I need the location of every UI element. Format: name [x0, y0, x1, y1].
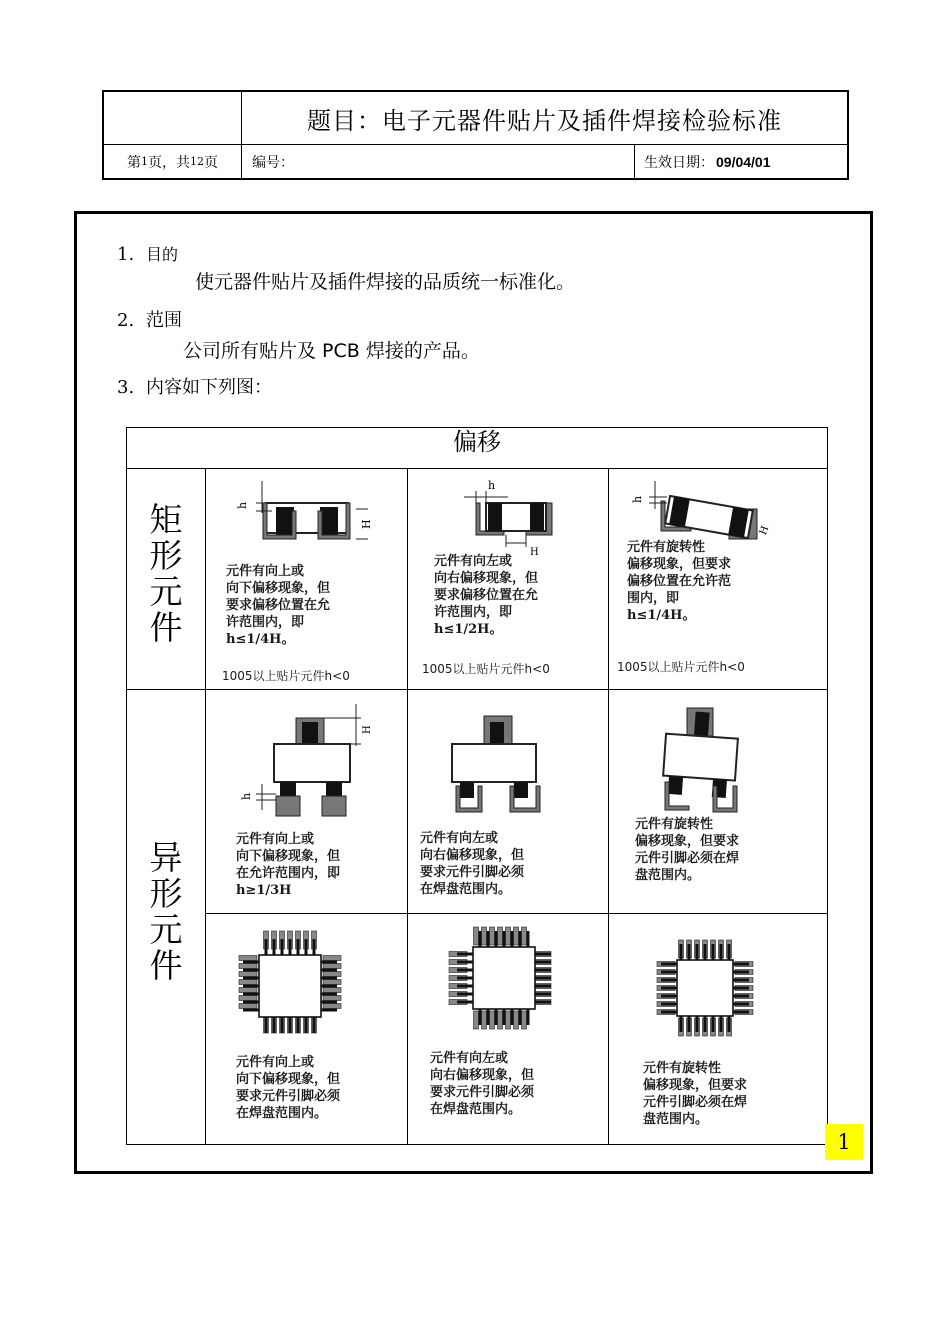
qfp-horizontal-offset-cell [408, 914, 608, 1144]
qfp-vertical-offset-cell [206, 914, 407, 1144]
section-1-body: 使元器件贴片及插件焊接的品质统一标准化。 [195, 271, 576, 293]
dim-label-h: h [236, 501, 249, 509]
page-number-badge: 1 [825, 1124, 863, 1160]
qfp-caption: 元件有向上或 向下偏移现象，但 要求元件引脚必须 在焊盘范围内。 [236, 1055, 341, 1121]
effective-date: 生效日期： 09/04/01 [644, 153, 771, 171]
rect-caption: 元件有向左或 向右偏移现象，但 要求偏移位置在允 许范围内，即 h≤1/2H。 [434, 554, 539, 637]
section-3-heading: 3. 内容如下列图： [117, 377, 272, 398]
odd-caption: 元件有向左或 向右偏移现象，但 要求元件引脚必须 在焊盘范围内。 [420, 831, 525, 897]
page-info: 第 1 页，共 12 页 [104, 145, 242, 178]
rect-caption: 元件有向上或 向下偏移现象，但 要求偏移位置在允 许范围内，即 h≤1/4H。 [226, 564, 331, 647]
rect-vertical-offset-cell [206, 469, 407, 689]
dim-label-H: H [360, 519, 373, 529]
effective-date-value: 09/04/01 [716, 153, 771, 170]
header-title-row [104, 92, 847, 145]
qfp-caption: 元件有向左或 向右偏移现象，但 要求元件引脚必须 在焊盘范围内。 [430, 1051, 535, 1117]
odd-rotation-offset-cell [609, 690, 827, 913]
document-title: 题目：电子元器件贴片及插件焊接检验标准 [307, 106, 782, 135]
content-frame [74, 211, 873, 1174]
table-heading: 偏移 [453, 428, 501, 456]
dim-label-H: H [362, 725, 373, 734]
rect-horizontal-offset-cell [408, 469, 608, 689]
rect-note: 1005以上贴片元件h<0 [222, 669, 350, 683]
rect-component-label: 矩 形 元 件 [149, 500, 183, 647]
qfp-rotation-offset-cell [609, 914, 827, 1144]
rect-caption: 元件有旋转性 偏移现象，但要求 偏移位置在允许范 围内，即 h≤1/4H。 [627, 540, 732, 623]
offset-standard-table [126, 427, 828, 1145]
odd-vertical-offset-cell [206, 690, 407, 913]
dim-label-h: h [240, 792, 253, 800]
rect-note: 1005以上贴片元件h<0 [617, 660, 745, 674]
odd-horizontal-offset-cell [408, 690, 608, 913]
odd-component-label: 异 形 元 件 [149, 838, 183, 985]
rect-note: 1005以上贴片元件h<0 [422, 662, 550, 676]
dim-label-H: H [757, 524, 772, 537]
qfp-caption: 元件有旋转性 偏移现象，但要求 元件引脚必须在焊 盘范围内。 [643, 1061, 748, 1127]
page-total: 12 [190, 155, 204, 168]
section-2-body: 公司所有贴片及 PCB 焊接的产品。 [183, 340, 480, 362]
dim-label-h: h [631, 495, 644, 503]
section-1-heading: 1. 目的 [117, 244, 179, 265]
header-table [102, 90, 849, 180]
odd-caption: 元件有旋转性 偏移现象，但要求 元件引脚必须在焊 盘范围内。 [635, 817, 740, 883]
doc-number-label: 编号： [242, 145, 635, 178]
dim-label-h: h [488, 479, 496, 492]
logo-cell [104, 92, 242, 144]
page-number: 1 [141, 155, 148, 168]
rect-rotation-offset-cell [609, 469, 827, 689]
odd-caption: 元件有向上或 向下偏移现象，但 在允许范围内，即 h≥1/3H [236, 832, 341, 898]
dim-label-H: H [530, 547, 539, 558]
section-2-heading: 2. 范围 [117, 310, 182, 331]
header-info-row [104, 145, 847, 178]
